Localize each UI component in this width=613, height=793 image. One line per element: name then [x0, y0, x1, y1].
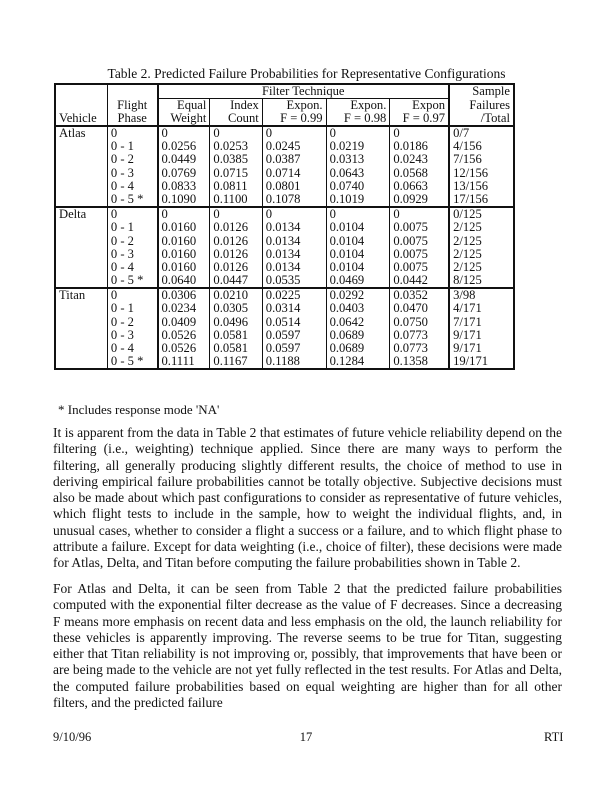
flight-phase-cell: 0 - 2 [107, 153, 157, 166]
vehicle-cell-empty [55, 235, 107, 248]
table-row [55, 193, 514, 207]
index-count-cell: 0.0210 [210, 288, 262, 302]
expon-097-cell: 0.0929 [390, 193, 449, 207]
equal-weight-cell: 0.0833 [158, 180, 210, 193]
expon-099-cell: 0.0597 [262, 342, 326, 355]
sample-failures-cell: 13/156 [449, 180, 514, 193]
table-row [55, 153, 514, 166]
index-count-cell: 0.0126 [210, 261, 262, 274]
sample-failures-cell: 12/156 [449, 167, 514, 180]
header-row-2 [55, 99, 514, 113]
expon-097-cell: 0.0075 [390, 261, 449, 274]
header-row-3 [55, 112, 514, 126]
vehicle-cell-empty [55, 342, 107, 355]
equal-weight-cell: 0.0526 [158, 329, 210, 342]
vehicle-cell-empty [55, 248, 107, 261]
expon-098-cell: 0.0403 [326, 302, 390, 315]
expon-098-cell: 0.1019 [326, 193, 390, 207]
equal-header-1: Equal [158, 99, 210, 113]
table-footnote: * Includes response mode 'NA' [58, 402, 220, 417]
sample-failures-cell: 2/125 [449, 221, 514, 234]
table-row [55, 180, 514, 193]
sample-failures-cell: 9/171 [449, 342, 514, 355]
flight-phase-cell: 0 - 2 [107, 235, 157, 248]
equal-weight-cell: 0 [158, 126, 210, 140]
equal-header-2: Weight [158, 112, 210, 126]
index-count-cell: 0.0811 [210, 180, 262, 193]
flight-phase-cell: 0 - 5 * [107, 193, 157, 207]
expon-099-cell: 0.0134 [262, 235, 326, 248]
flight-phase-cell: 0 - 4 [107, 261, 157, 274]
index-count-cell: 0.0305 [210, 302, 262, 315]
expon-097-cell: 0.0075 [390, 235, 449, 248]
flight-phase-cell: 0 - 1 [107, 302, 157, 315]
sample-failures-cell: 4/171 [449, 302, 514, 315]
expon-099-cell: 0.0134 [262, 261, 326, 274]
expon-097-cell: 0.0750 [390, 316, 449, 329]
vehicle-cell-empty [55, 329, 107, 342]
equal-weight-cell: 0.1090 [158, 193, 210, 207]
flight-phase-cell: 0 [107, 207, 157, 221]
sample-header-1: Sample [449, 84, 514, 99]
table-caption: Table 2. Predicted Failure Probabilities for Representative Configurations [107, 66, 506, 81]
header-row-1 [55, 84, 514, 99]
expon-099-cell: 0.0225 [262, 288, 326, 302]
index-count-cell: 0 [210, 207, 262, 221]
sample-failures-cell: 0/125 [449, 207, 514, 221]
vehicle-cell-empty [55, 221, 107, 234]
expon-099-cell: 0.0314 [262, 302, 326, 315]
flight-phase-cell: 0 - 5 * [107, 274, 157, 288]
equal-weight-cell: 0.0769 [158, 167, 210, 180]
expon-098-cell: 0 [326, 207, 390, 221]
index-count-cell: 0 [210, 126, 262, 140]
flight-phase-cell: 0 - 5 * [107, 355, 157, 369]
failure-probability-table [54, 83, 515, 370]
sample-failures-cell: 7/171 [449, 316, 514, 329]
flight-header-2: Phase [107, 112, 157, 126]
expon-097-cell: 0.0243 [390, 153, 449, 166]
equal-weight-cell: 0.1111 [158, 355, 210, 369]
vehicle-cell-empty [55, 316, 107, 329]
expon-099-cell: 0 [262, 126, 326, 140]
sample-failures-cell: 9/171 [449, 329, 514, 342]
sample-failures-cell: 2/125 [449, 261, 514, 274]
table-row [55, 302, 514, 315]
body-paragraph-2: For Atlas and Delta, it can be seen from Table 2 that the predicted failure probabilities computed with the exponential filter decrease as the value of F decreases. Since a decreasing F means more emphasis on recent data and less emphasis on the old, the launch reliability for these vehicles is apparently improving. The reverse seems to be true for Titan, suggesting either that Titan reliability is not improving or, possibly, that improvements that have been or are being made to the vehicle are not yet fully reflected in the test results. For Atlas and Delta, the computed failure probabilities based on equal weighting are higher than for all other filters, and the predicted failure [53, 581, 562, 711]
expon-099-cell: 0.0134 [262, 221, 326, 234]
expon-099-cell: 0.1188 [262, 355, 326, 369]
flight-header-1: Flight [107, 99, 157, 113]
expon-098-cell: 0.1284 [326, 355, 390, 369]
index-count-cell: 0.0126 [210, 248, 262, 261]
expon-097-cell: 0.0663 [390, 180, 449, 193]
equal-weight-cell: 0.0160 [158, 261, 210, 274]
equal-weight-cell: 0.0526 [158, 342, 210, 355]
equal-weight-cell: 0.0409 [158, 316, 210, 329]
expon-098-cell: 0.0469 [326, 274, 390, 288]
expon1-header-2: F = 0.99 [262, 112, 326, 126]
expon-097-cell: 0.0186 [390, 140, 449, 153]
index-count-cell: 0.0385 [210, 153, 262, 166]
table-row [55, 274, 514, 288]
sample-failures-cell: 19/171 [449, 355, 514, 369]
flight-phase-cell: 0 - 1 [107, 221, 157, 234]
equal-weight-cell: 0.0160 [158, 248, 210, 261]
sample-failures-cell: 17/156 [449, 193, 514, 207]
expon-099-cell: 0.0134 [262, 248, 326, 261]
expon-099-cell: 0.0535 [262, 274, 326, 288]
expon-097-cell: 0.0442 [390, 274, 449, 288]
expon-099-cell: 0.0597 [262, 329, 326, 342]
flight-phase-cell: 0 - 3 [107, 329, 157, 342]
flight-phase-cell: 0 [107, 288, 157, 302]
expon-097-cell: 0.0568 [390, 167, 449, 180]
footer-page-number: 17 [299, 730, 313, 744]
vehicle-header: Vehicle [59, 111, 97, 125]
expon-098-cell: 0.0689 [326, 342, 390, 355]
body-paragraph-1: It is apparent from the data in Table 2 that estimates of future vehicle reliability depend on the filtering (i.e., weighting) technique applied. Since there are many ways to perform the filtering, all generally producing slightly different results, the choice of method to use in deriving empirical failure probabilities cannot be totally objective. Subjective decisions must also be made about which past configurations to consider as representative of future vehicles, which flight tests to include in the sample, how to weight the individual flights, and, in unusual cases, whether to consider a flight a success or a failure, and to which flight phase to attribute a failure. Except for data weighting (i.e., choice of filter), these decisions were made for Atlas, Delta, and Titan before computing the failure probabilities shown in Table 2. [53, 425, 562, 571]
equal-weight-cell: 0.0256 [158, 140, 210, 153]
expon-099-cell: 0.0245 [262, 140, 326, 153]
vehicle-cell: Delta [55, 207, 107, 221]
sample-failures-cell: 7/156 [449, 153, 514, 166]
expon-097-cell: 0.0075 [390, 221, 449, 234]
table-row [55, 221, 514, 234]
vehicle-cell-empty [55, 274, 107, 288]
expon-098-cell: 0.0689 [326, 329, 390, 342]
footer-org: RTI [544, 730, 564, 744]
expon-097-cell: 0.1358 [390, 355, 449, 369]
flight-phase-cell: 0 - 1 [107, 140, 157, 153]
expon2-header-1: Expon. [326, 99, 390, 113]
expon-099-cell: 0 [262, 207, 326, 221]
expon-097-cell: 0 [390, 126, 449, 140]
flight-phase-cell: 0 [107, 126, 157, 140]
expon-098-cell: 0.0313 [326, 153, 390, 166]
table-row [55, 248, 514, 261]
expon-098-cell: 0.0104 [326, 235, 390, 248]
sample-failures-cell: 2/125 [449, 248, 514, 261]
table-row [55, 355, 514, 369]
footer-date: 9/10/96 [53, 730, 92, 744]
sample-failures-cell: 0/7 [449, 126, 514, 140]
index-header-1: Index [210, 99, 262, 113]
expon-097-cell: 0.0352 [390, 288, 449, 302]
expon-099-cell: 0.0514 [262, 316, 326, 329]
sample-header-2: Failures [449, 99, 514, 113]
expon-098-cell: 0.0740 [326, 180, 390, 193]
table-row [55, 316, 514, 329]
vehicle-cell-empty [55, 302, 107, 315]
vehicle-cell-empty [55, 140, 107, 153]
sample-failures-cell: 3/98 [449, 288, 514, 302]
index-count-cell: 0.0253 [210, 140, 262, 153]
sample-failures-cell: 2/125 [449, 235, 514, 248]
sample-failures-cell: 8/125 [449, 274, 514, 288]
expon2-header-2: F = 0.98 [326, 112, 390, 126]
index-header-2: Count [210, 112, 262, 126]
expon-097-cell: 0 [390, 207, 449, 221]
equal-weight-cell: 0 [158, 207, 210, 221]
vehicle-cell-empty [55, 355, 107, 369]
vehicle-cell: Titan [55, 288, 107, 302]
expon-097-cell: 0.0470 [390, 302, 449, 315]
expon-098-cell: 0.0219 [326, 140, 390, 153]
flight-phase-cell: 0 - 3 [107, 167, 157, 180]
expon-098-cell: 0.0292 [326, 288, 390, 302]
index-count-cell: 0.0447 [210, 274, 262, 288]
vehicle-cell-empty [55, 193, 107, 207]
expon-098-cell: 0.0104 [326, 248, 390, 261]
index-count-cell: 0.0581 [210, 342, 262, 355]
vehicle-cell-empty [55, 167, 107, 180]
equal-weight-cell: 0.0640 [158, 274, 210, 288]
vehicle-cell-empty [55, 261, 107, 274]
filter-technique-header: Filter Technique [158, 84, 450, 99]
expon-097-cell: 0.0773 [390, 329, 449, 342]
equal-weight-cell: 0.0160 [158, 235, 210, 248]
index-count-cell: 0.0126 [210, 221, 262, 234]
flight-phase-cell: 0 - 3 [107, 248, 157, 261]
index-count-cell: 0.0496 [210, 316, 262, 329]
flight-phase-cell: 0 - 4 [107, 342, 157, 355]
expon-099-cell: 0.0801 [262, 180, 326, 193]
expon3-header-2: F = 0.97 [390, 112, 449, 126]
index-count-cell: 0.1167 [210, 355, 262, 369]
table-row [55, 167, 514, 180]
expon-097-cell: 0.0773 [390, 342, 449, 355]
expon1-header-1: Expon. [262, 99, 326, 113]
expon-098-cell: 0.0643 [326, 167, 390, 180]
equal-weight-cell: 0.0449 [158, 153, 210, 166]
vehicle-cell: Atlas [55, 126, 107, 140]
table-row [55, 126, 514, 140]
expon-099-cell: 0.0387 [262, 153, 326, 166]
index-count-cell: 0.0715 [210, 167, 262, 180]
table-row [55, 235, 514, 248]
vehicle-cell-empty [55, 180, 107, 193]
expon-099-cell: 0.0714 [262, 167, 326, 180]
flight-phase-cell: 0 - 2 [107, 316, 157, 329]
index-count-cell: 0.1100 [210, 193, 262, 207]
equal-weight-cell: 0.0306 [158, 288, 210, 302]
expon3-header-1: Expon [390, 99, 449, 113]
expon-098-cell: 0 [326, 126, 390, 140]
expon-098-cell: 0.0642 [326, 316, 390, 329]
equal-weight-cell: 0.0160 [158, 221, 210, 234]
expon-098-cell: 0.0104 [326, 221, 390, 234]
table-row [55, 207, 514, 221]
table-body [55, 126, 514, 369]
index-count-cell: 0.0126 [210, 235, 262, 248]
sample-failures-cell: 4/156 [449, 140, 514, 153]
expon-097-cell: 0.0075 [390, 248, 449, 261]
expon-098-cell: 0.0104 [326, 261, 390, 274]
sample-header-3: /Total [449, 112, 514, 126]
table-row [55, 288, 514, 302]
expon-099-cell: 0.1078 [262, 193, 326, 207]
index-count-cell: 0.0581 [210, 329, 262, 342]
flight-phase-cell: 0 - 4 [107, 180, 157, 193]
equal-weight-cell: 0.0234 [158, 302, 210, 315]
vehicle-cell-empty [55, 153, 107, 166]
